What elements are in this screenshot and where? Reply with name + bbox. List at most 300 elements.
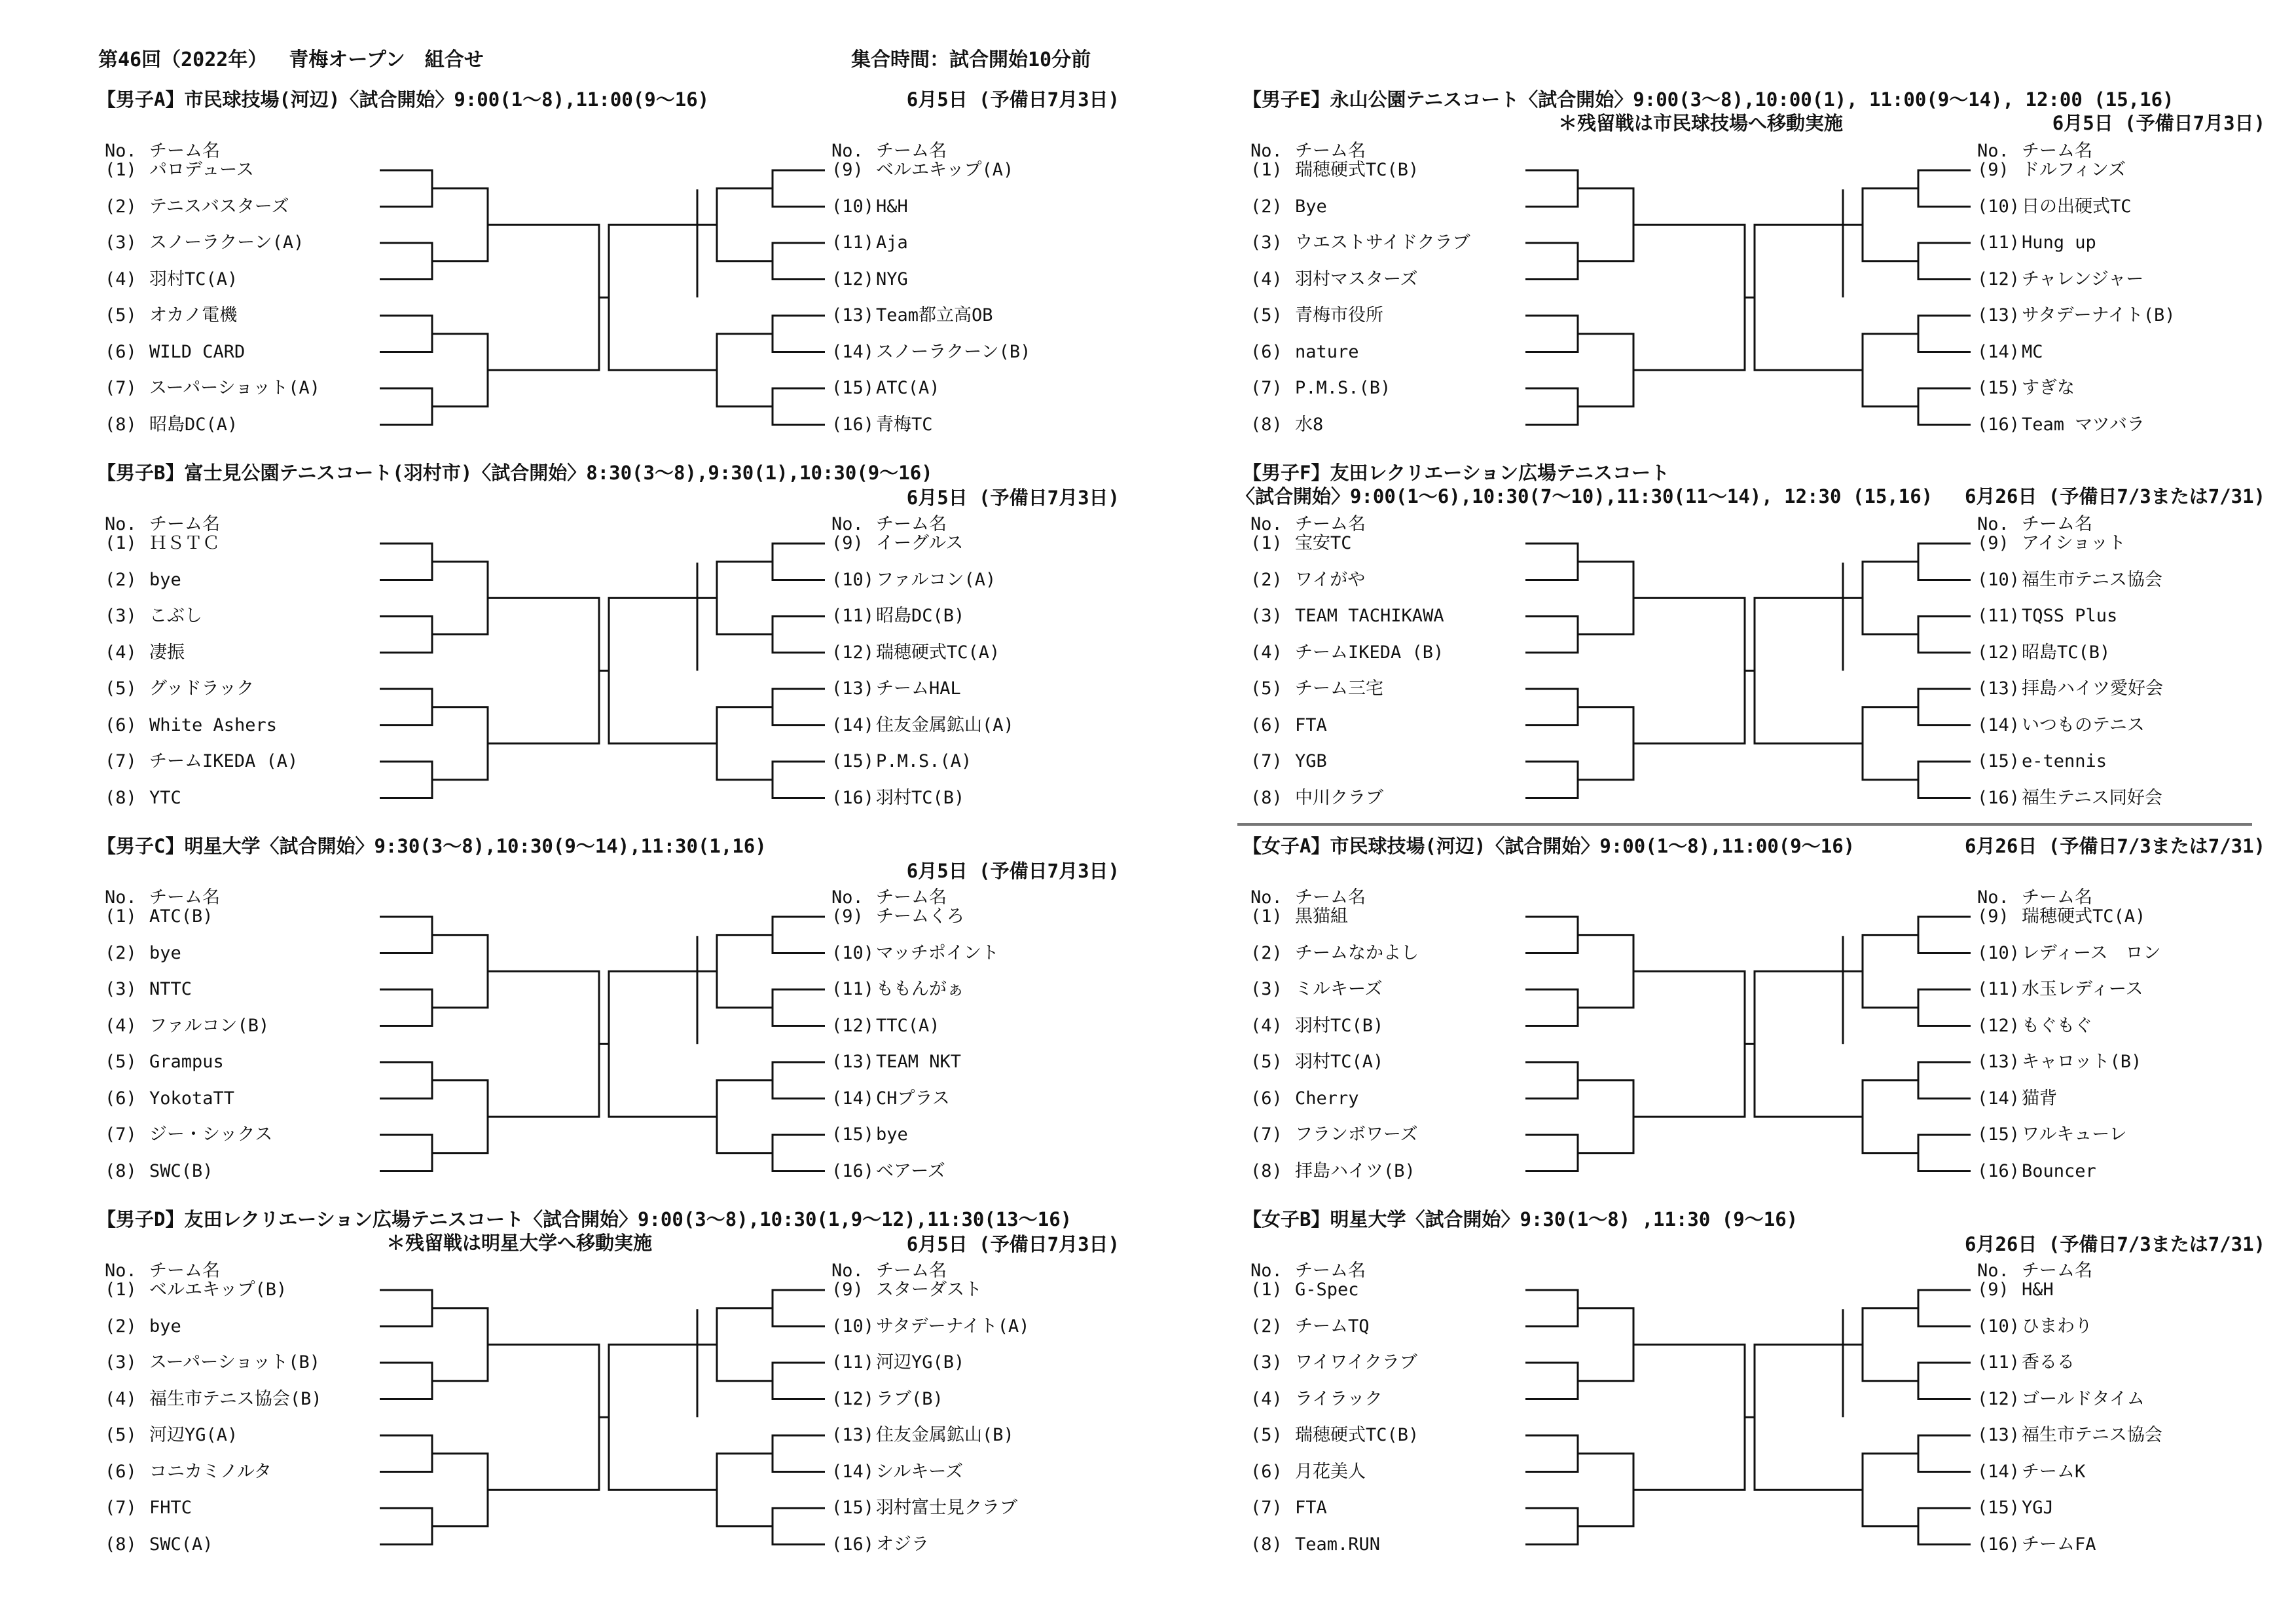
bracket-line xyxy=(380,316,432,352)
bracket-line xyxy=(1578,1308,1633,1381)
team-name: ゴールドタイム xyxy=(2022,1388,2145,1409)
seed-number: (15) xyxy=(1977,751,2020,771)
bracket-line xyxy=(717,562,773,635)
team-name: ウエストサイドクラブ xyxy=(1295,232,1470,253)
team-name: ライラック xyxy=(1295,1388,1383,1409)
bracket-panel xyxy=(1243,832,2265,1198)
seed-number: (16) xyxy=(1977,1534,2020,1555)
team-name: 羽村富士見クラブ xyxy=(876,1498,1017,1518)
team-name: コニカミノルタ xyxy=(149,1461,272,1482)
team-name: もぐもぐ xyxy=(2022,1015,2092,1036)
team-name: ひまわり xyxy=(2022,1316,2092,1337)
bracket-title: 【男子D】友田レクリエーション広場テニスコート〈試合開始〉9:00(3～8),10:30(1,9～12),11:30(13～16) xyxy=(97,1208,1072,1230)
team-name: 月花美人 xyxy=(1295,1461,1366,1482)
bracket-line xyxy=(1863,334,1918,407)
team-name: 拝島ハイツ(B) xyxy=(1295,1160,1415,1181)
bracket-line xyxy=(1578,707,1633,780)
bracket-line xyxy=(1755,1344,1863,1490)
bracket-line xyxy=(432,1080,488,1153)
team-name: チームなかよし xyxy=(1295,942,1419,963)
seed-number: (15) xyxy=(831,751,875,771)
seed-number: (3) xyxy=(105,232,137,253)
team-name: こぶし xyxy=(149,606,202,626)
seed-number: (11) xyxy=(1977,606,2020,626)
bracket-lines xyxy=(98,1205,1113,1572)
seed-number: (1) xyxy=(1250,1280,1283,1300)
bracket-line xyxy=(1525,243,1578,280)
seed-number: (14) xyxy=(831,1088,875,1109)
bracket-line xyxy=(1918,316,1971,352)
seed-number: (5) xyxy=(1250,1052,1283,1072)
team-name: Aja xyxy=(876,232,908,253)
bracket-line xyxy=(773,1363,825,1399)
seed-number: (9) xyxy=(1977,1280,2009,1300)
bracket-date: 6月5日 (予備日7月3日) xyxy=(906,487,1120,509)
team-name: スノーラクーン(B) xyxy=(876,341,1031,362)
bracket-title: 【男子A】市民球技場(河辺)〈試合開始〉9:00(1～8),11:00(9～16) xyxy=(97,88,710,111)
team-name: YokotaTT xyxy=(149,1088,235,1109)
seed-number: (2) xyxy=(105,196,137,217)
seed-number: (10) xyxy=(1977,1316,2020,1337)
team-name: ラブ(B) xyxy=(876,1388,943,1409)
team-name: Bouncer xyxy=(2022,1160,2096,1181)
seed-number: (6) xyxy=(1250,341,1283,362)
bracket-line xyxy=(1525,1435,1578,1472)
team-name: 昭島DC(B) xyxy=(876,606,965,626)
no-column-label: No. xyxy=(105,141,137,161)
seed-number: (14) xyxy=(1977,1088,2020,1109)
bracket-line xyxy=(717,1080,773,1153)
bracket-line xyxy=(773,170,825,207)
bracket-line xyxy=(1918,689,1971,726)
bracket-line xyxy=(773,544,825,580)
team-name: 羽村TC(B) xyxy=(876,787,965,808)
team-name: FHTC xyxy=(149,1498,192,1518)
bracket-title-line2: 〈試合開始〉9:00(1～6),10:30(7～10),11:30(11～14), 12:30 (15,16) xyxy=(1236,485,1933,507)
seed-number: (1) xyxy=(105,1280,137,1300)
seed-number: (15) xyxy=(1977,1498,2020,1518)
seed-number: (7) xyxy=(105,751,137,771)
bracket-line xyxy=(1525,616,1578,653)
bracket-line xyxy=(1578,562,1633,635)
bracket-line xyxy=(488,598,599,743)
team-name: レディース ロン xyxy=(2022,942,2161,963)
bracket-line xyxy=(380,1062,432,1099)
team-name: 水8 xyxy=(1295,414,1324,435)
team-name: 青梅市役所 xyxy=(1295,305,1383,325)
no-column-label: No. xyxy=(831,887,864,908)
team-column-label: チーム名 xyxy=(876,141,947,161)
seed-number: (14) xyxy=(831,714,875,735)
bracket-line xyxy=(773,1435,825,1472)
seed-number: (6) xyxy=(1250,1461,1283,1482)
team-name: チームIKEDA (A) xyxy=(149,751,299,771)
bracket-line xyxy=(1918,1435,1971,1472)
seed-number: (6) xyxy=(105,1461,137,1482)
team-name: オカノ電機 xyxy=(149,305,238,325)
bracket-line xyxy=(380,1363,432,1399)
no-column-label: No. xyxy=(105,887,137,908)
seed-number: (3) xyxy=(1250,1352,1283,1373)
team-column-label: チーム名 xyxy=(1295,514,1366,534)
bracket-line xyxy=(1918,1290,1971,1327)
seed-number: (3) xyxy=(105,1352,137,1373)
team-name: チャレンジャー xyxy=(2022,268,2144,289)
seed-number: (1) xyxy=(1250,906,1283,927)
seed-number: (12) xyxy=(831,642,875,663)
bracket-line xyxy=(1918,989,1971,1026)
team-name: 羽村TC(B) xyxy=(1295,1015,1384,1036)
bracket-line xyxy=(432,334,488,407)
bracket-line xyxy=(1755,598,1863,743)
no-column-label: No. xyxy=(831,514,864,534)
seed-number: (13) xyxy=(1977,305,2020,325)
no-column-label: No. xyxy=(1977,1261,2009,1281)
team-name: 住友金属鉱山(B) xyxy=(876,1425,1014,1445)
seed-number: (11) xyxy=(831,606,875,626)
team-name: 拝島ハイツ愛好会 xyxy=(2022,678,2163,699)
seed-number: (8) xyxy=(105,414,137,435)
team-name: 宝安TC xyxy=(1295,533,1352,553)
seed-number: (11) xyxy=(1977,1352,2020,1373)
bracket-line xyxy=(1918,243,1971,280)
seed-number: (11) xyxy=(831,1352,875,1373)
team-name: WILD CARD xyxy=(149,341,246,362)
bracket-line xyxy=(717,707,773,780)
team-name: グッドラック xyxy=(149,678,255,699)
bracket-line xyxy=(1633,971,1745,1116)
bracket-lines xyxy=(98,85,1113,452)
team-name: チームIKEDA (B) xyxy=(1295,642,1444,663)
bracket-panel xyxy=(1236,458,2265,825)
team-name: YGB xyxy=(1295,751,1327,771)
seed-number: (3) xyxy=(1250,979,1283,999)
team-name: 羽村マスターズ xyxy=(1295,268,1418,289)
seed-number: (8) xyxy=(1250,414,1283,435)
seed-number: (14) xyxy=(1977,714,2020,735)
team-name: SWC(A) xyxy=(149,1534,213,1555)
team-name: White Ashers xyxy=(149,714,278,735)
seed-number: (2) xyxy=(1250,196,1283,217)
team-name: 青梅TC xyxy=(876,414,933,435)
bracket-line xyxy=(773,388,825,425)
team-column-label: チーム名 xyxy=(149,1261,220,1281)
team-name: 福生市テニス協会(B) xyxy=(149,1388,322,1409)
bracket-line xyxy=(609,225,717,370)
bracket-line xyxy=(380,1135,432,1172)
seed-number: (9) xyxy=(831,1280,864,1300)
bracket-date: 6月26日 (予備日7/3または7/31) xyxy=(1965,485,2265,507)
seed-number: (15) xyxy=(831,1124,875,1145)
seed-number: (16) xyxy=(1977,414,2020,435)
bracket-line xyxy=(380,1290,432,1327)
bracket-line xyxy=(773,989,825,1026)
no-column-label: No. xyxy=(831,141,864,161)
team-name: FTA xyxy=(1295,714,1327,735)
seed-number: (2) xyxy=(1250,569,1283,590)
seed-number: (9) xyxy=(831,533,864,553)
seed-number: (16) xyxy=(831,1534,875,1555)
bracket-date: 6月26日 (予備日7/3または7/31) xyxy=(1965,835,2265,857)
bracket-line xyxy=(380,243,432,280)
team-name: チームFA xyxy=(2022,1534,2096,1555)
seed-number: (14) xyxy=(831,1461,875,1482)
bracket-line xyxy=(432,562,488,635)
page-header-title: 第46回（2022年） 青梅オープン 組合せ xyxy=(98,48,484,71)
team-column-label: チーム名 xyxy=(149,141,220,161)
bracket-line xyxy=(773,1290,825,1327)
team-name: ＨＳＴＣ xyxy=(149,533,220,553)
team-column-label: チーム名 xyxy=(1295,141,1366,161)
team-column-label: チーム名 xyxy=(2022,1261,2092,1281)
section-divider xyxy=(1237,823,2252,826)
team-name: ドルフィンズ xyxy=(2022,160,2126,180)
bracket-line xyxy=(609,971,717,1116)
bracket-line xyxy=(1525,1508,1578,1545)
seed-number: (6) xyxy=(105,341,137,362)
no-column-label: No. xyxy=(831,1261,864,1281)
team-name: P.M.S.(B) xyxy=(1295,378,1391,398)
seed-number: (13) xyxy=(1977,1425,2020,1445)
bracket-line xyxy=(609,1344,717,1490)
bracket-line xyxy=(1863,707,1918,780)
seed-number: (10) xyxy=(831,1316,875,1337)
bracket-date: 6月5日 (予備日7月3日) xyxy=(906,860,1120,882)
bracket-lines xyxy=(1244,832,2259,1198)
no-column-label: No. xyxy=(1977,514,2009,534)
team-name: スノーラクーン(A) xyxy=(149,232,304,253)
bracket-line xyxy=(773,762,825,798)
team-column-label: チーム名 xyxy=(1295,1261,1366,1281)
seed-number: (5) xyxy=(105,678,137,699)
bracket-line xyxy=(432,935,488,1008)
team-name: ベアーズ xyxy=(876,1160,945,1181)
team-name: 昭島DC(A) xyxy=(149,414,238,435)
team-name: 瑞穂硬式TC(A) xyxy=(2022,906,2146,927)
team-name: サタデーナイト(A) xyxy=(876,1316,1030,1337)
team-column-label: チーム名 xyxy=(2022,514,2092,534)
seed-number: (11) xyxy=(1977,979,2020,999)
team-name: 住友金属鉱山(A) xyxy=(876,714,1014,735)
team-column-label: チーム名 xyxy=(149,887,220,908)
team-name: スターダスト xyxy=(876,1280,982,1300)
team-name: SWC(B) xyxy=(149,1160,213,1181)
seed-number: (13) xyxy=(831,1052,875,1072)
seed-number: (11) xyxy=(831,979,875,999)
team-name: イーグルス xyxy=(876,533,964,553)
seed-number: (16) xyxy=(831,414,875,435)
seed-number: (1) xyxy=(1250,533,1283,553)
seed-number: (8) xyxy=(105,787,137,808)
team-name: NYG xyxy=(876,268,908,289)
seed-number: (2) xyxy=(105,1316,137,1337)
seed-number: (16) xyxy=(831,787,875,808)
seed-number: (4) xyxy=(1250,1015,1283,1036)
seed-number: (3) xyxy=(105,606,137,626)
seed-number: (9) xyxy=(831,906,864,927)
seed-number: (5) xyxy=(105,1052,137,1072)
team-name: 瑞穂硬式TC(B) xyxy=(1295,160,1419,180)
team-name: ジー・シックス xyxy=(149,1124,273,1145)
bracket-line xyxy=(380,917,432,953)
bracket-line xyxy=(432,707,488,780)
seed-number: (7) xyxy=(1250,378,1283,398)
bracket-line xyxy=(1863,935,1918,1008)
team-name: Team都立高OB xyxy=(876,305,993,325)
team-name: 福生市テニス協会 xyxy=(2022,1425,2162,1445)
seed-number: (12) xyxy=(831,1015,875,1036)
bracket-line xyxy=(717,935,773,1008)
team-name: 羽村TC(A) xyxy=(149,268,238,289)
team-name: Hung up xyxy=(2022,232,2096,253)
seed-number: (16) xyxy=(1977,1160,2020,1181)
team-column-label: チーム名 xyxy=(876,514,947,534)
seed-number: (13) xyxy=(1977,1052,2020,1072)
team-name: チームK xyxy=(2022,1461,2086,1482)
team-name: Team マツバラ xyxy=(2022,414,2145,435)
bracket-panel xyxy=(97,1205,1120,1572)
seed-number: (10) xyxy=(1977,196,2020,217)
bracket-lines xyxy=(98,458,1113,825)
bracket-line xyxy=(1525,989,1578,1026)
bracket-line xyxy=(380,544,432,580)
seed-number: (14) xyxy=(1977,341,2020,362)
team-name: bye xyxy=(149,942,181,963)
seed-number: (6) xyxy=(1250,714,1283,735)
bracket-line xyxy=(1863,562,1918,635)
seed-number: (11) xyxy=(831,232,875,253)
team-name: スーパーショット(B) xyxy=(149,1352,320,1373)
team-name: チームHAL xyxy=(876,678,961,699)
bracket-line xyxy=(1918,1062,1971,1099)
bracket-line xyxy=(773,1062,825,1099)
team-name: ももんがぁ xyxy=(876,979,964,999)
bracket-line xyxy=(1633,598,1745,743)
bracket-line xyxy=(773,1135,825,1172)
team-name: すぎな xyxy=(2022,378,2075,398)
bracket-line xyxy=(1525,689,1578,726)
team-name: 中川クラブ xyxy=(1295,787,1383,808)
team-name: TTC(A) xyxy=(876,1015,940,1036)
seed-number: (2) xyxy=(1250,1316,1283,1337)
seed-number: (10) xyxy=(831,569,875,590)
seed-number: (4) xyxy=(1250,1388,1283,1409)
seed-number: (13) xyxy=(831,305,875,325)
bracket-date: 6月5日 (予備日7月3日) xyxy=(2052,112,2265,134)
bracket-line xyxy=(380,689,432,726)
seed-number: (12) xyxy=(831,268,875,289)
seed-number: (14) xyxy=(1977,1461,2020,1482)
team-name: G-Spec xyxy=(1295,1280,1359,1300)
bracket-lines xyxy=(98,832,1113,1198)
bracket-line xyxy=(488,225,599,370)
team-name: 河辺YG(A) xyxy=(149,1425,238,1445)
team-name: 猫背 xyxy=(2022,1088,2057,1109)
bracket-line xyxy=(1525,316,1578,352)
bracket-panel xyxy=(97,458,1120,825)
seed-number: (15) xyxy=(1977,1124,2020,1145)
seed-number: (5) xyxy=(1250,305,1283,325)
seed-number: (6) xyxy=(105,714,137,735)
team-name: YGJ xyxy=(2022,1498,2054,1518)
bracket-line xyxy=(1578,189,1633,261)
team-name: 瑞穂硬式TC(B) xyxy=(1295,1425,1419,1445)
team-name: 瑞穂硬式TC(A) xyxy=(876,642,1000,663)
bracket-line xyxy=(1918,1508,1971,1545)
team-name: nature xyxy=(1295,341,1359,362)
seed-number: (10) xyxy=(831,942,875,963)
no-column-label: No. xyxy=(105,514,137,534)
no-column-label: No. xyxy=(1977,141,2009,161)
team-column-label: チーム名 xyxy=(2022,141,2092,161)
bracket-line xyxy=(1918,1135,1971,1172)
team-name: H&H xyxy=(2022,1280,2054,1300)
team-name: FTA xyxy=(1295,1498,1327,1518)
bracket-line xyxy=(1755,971,1863,1116)
bracket-line xyxy=(717,1454,773,1526)
bracket-line xyxy=(773,917,825,953)
no-column-label: No. xyxy=(105,1261,137,1281)
team-name: 黒猫組 xyxy=(1295,906,1348,927)
team-name: ファルコン(B) xyxy=(149,1015,270,1036)
no-column-label: No. xyxy=(1250,514,1283,534)
bracket-line xyxy=(1863,1454,1918,1526)
team-name: ベルエキップ(B) xyxy=(149,1280,287,1300)
team-name: いつものテニス xyxy=(2022,714,2145,735)
bracket-line xyxy=(432,189,488,261)
bracket-lines xyxy=(1244,85,2259,452)
team-name: ATC(A) xyxy=(876,378,940,398)
bracket-title: 【男子F】友田レクリエーション広場テニスコート xyxy=(1243,462,1669,484)
seed-number: (3) xyxy=(105,979,137,999)
meeting-time-note: 集合時間：試合開始10分前 xyxy=(851,48,1091,71)
team-name: 日の出硬式TC xyxy=(2022,196,2132,217)
bracket-line xyxy=(1578,1454,1633,1526)
team-name: TQSS Plus xyxy=(2022,606,2118,626)
team-name: Team.RUN xyxy=(1295,1534,1381,1555)
team-name: ワルキューレ xyxy=(2022,1124,2127,1145)
bracket-line xyxy=(773,243,825,280)
seed-number: (5) xyxy=(1250,1425,1283,1445)
seed-number: (8) xyxy=(1250,787,1283,808)
team-name: フランボワーズ xyxy=(1295,1124,1418,1145)
bracket-line xyxy=(380,762,432,798)
seed-number: (4) xyxy=(105,642,137,663)
bracket-line xyxy=(380,616,432,653)
bracket-line xyxy=(1525,170,1578,207)
seed-number: (6) xyxy=(1250,1088,1283,1109)
team-column-label: チーム名 xyxy=(2022,887,2092,908)
bracket-line xyxy=(1525,1062,1578,1099)
seed-number: (12) xyxy=(1977,1015,2020,1036)
bracket-line xyxy=(1863,1308,1918,1381)
seed-number: (5) xyxy=(1250,678,1283,699)
team-name: Cherry xyxy=(1295,1088,1359,1109)
team-name: MC xyxy=(2022,341,2043,362)
seed-number: (7) xyxy=(1250,1124,1283,1145)
team-name: チーム三宅 xyxy=(1295,678,1383,699)
seed-number: (4) xyxy=(1250,642,1283,663)
seed-number: (15) xyxy=(831,1498,875,1518)
seed-number: (5) xyxy=(105,1425,137,1445)
team-column-label: チーム名 xyxy=(149,514,220,534)
bracket-lines xyxy=(1244,1205,2259,1572)
bracket-line xyxy=(1525,917,1578,953)
team-name: キャロット(B) xyxy=(2022,1052,2142,1072)
seed-number: (6) xyxy=(105,1088,137,1109)
seed-number: (1) xyxy=(105,533,137,553)
team-name: H&H xyxy=(876,196,908,217)
